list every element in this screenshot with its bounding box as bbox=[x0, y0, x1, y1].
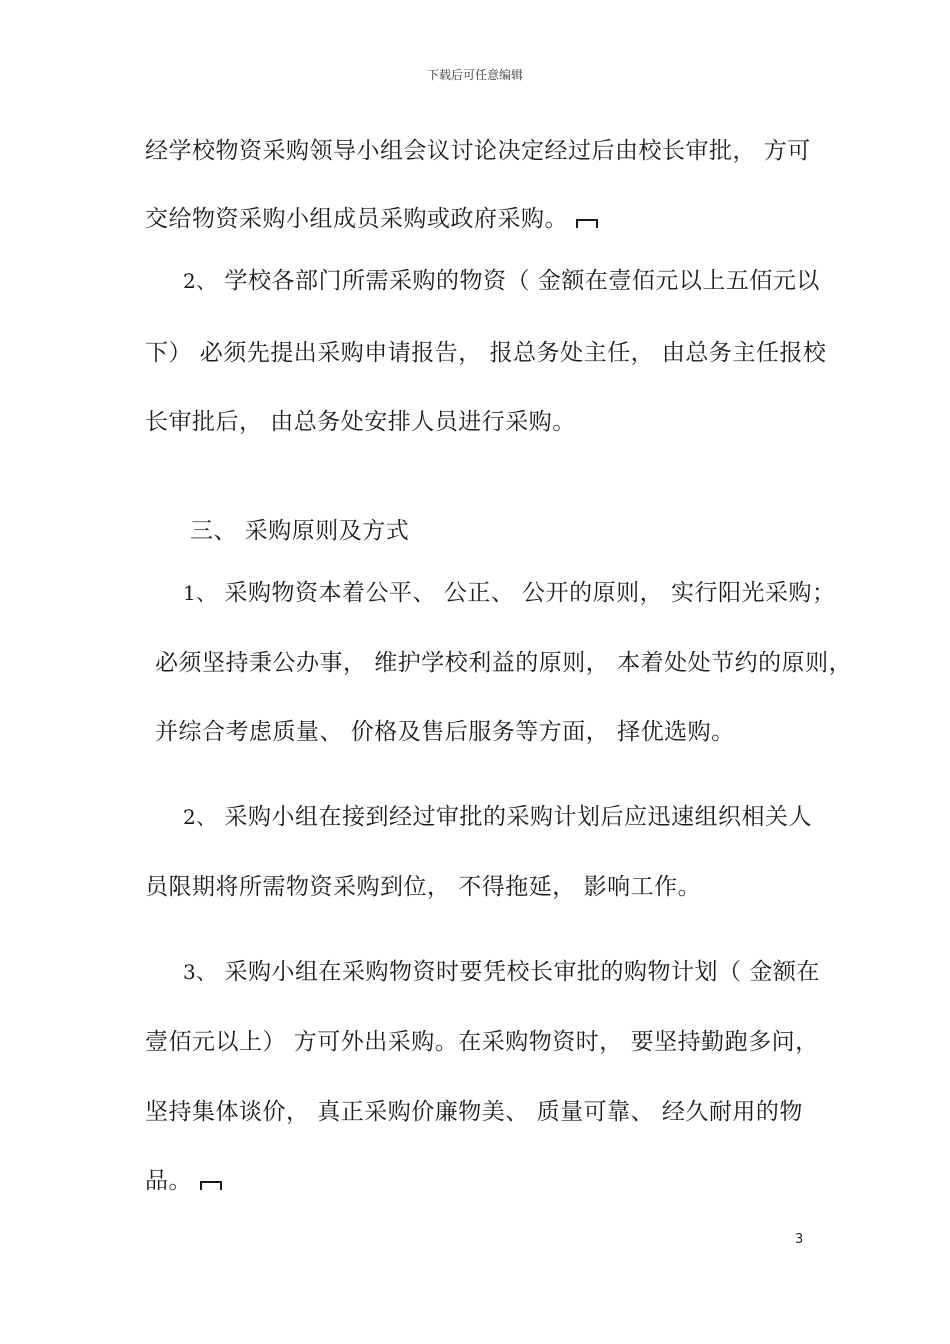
text-line-12: 3、 采购小组在采购物资时要凭校长审批的购物计划（ 金额在 bbox=[183, 959, 820, 985]
text-line-7: 1、 采购物资本着公平、 公正、 公开的原则， 实行阳光采购； bbox=[183, 580, 836, 606]
item-number: 2、 bbox=[183, 805, 217, 829]
text-line-1: 经学校物资采购领导小组会议讨论决定经过后由校长审批， 方可 bbox=[145, 138, 811, 164]
page-number: 3 bbox=[795, 1232, 804, 1247]
text-line-14: 坚持集体谈价， 真正采购价廉物美、 质量可靠、 经久耐用的物 bbox=[145, 1099, 803, 1125]
item-number: 2、 bbox=[183, 269, 217, 293]
text-line-4: 下） 必须先提出采购申请报告， 报总务处主任， 由总务主任报校 bbox=[145, 340, 827, 366]
text-line-5: 长审批后， 由总务处安排人员进行采购。 bbox=[145, 409, 576, 435]
paragraph-mark-icon bbox=[576, 219, 598, 228]
paragraph-mark-icon bbox=[200, 1181, 222, 1190]
page-header: 下载后可任意编辑 bbox=[426, 68, 523, 82]
text-line-8: 必须坚持秉公办事， 维护学校利益的原则， 本着处处节约的原则， bbox=[155, 650, 853, 676]
text-line-11: 员限期将所需物资采购到位， 不得拖延， 影响工作。 bbox=[145, 874, 702, 900]
text-line-3: 2、 学校各部门所需采购的物资（ 金额在壹佰元以上五佰元以 bbox=[183, 268, 820, 294]
text-line-10: 2、 采购小组在接到经过审批的采购计划后应迅速组织相关人 bbox=[183, 804, 813, 830]
text-line-2: 交给物资采购小组成员采购或政府采购。 bbox=[145, 204, 598, 234]
text-line-15: 品。 bbox=[145, 1166, 222, 1196]
text-line-13: 壹佰元以上） 方可外出采购。在采购物资时， 要坚持勤跑多问， bbox=[145, 1029, 819, 1055]
section-heading: 三、 采购原则及方式 bbox=[190, 518, 410, 544]
item-number: 3、 bbox=[183, 960, 217, 984]
item-number: 1、 bbox=[183, 581, 217, 605]
text-line-9: 并综合考虑质量、 价格及售后服务等方面， 择优选购。 bbox=[155, 719, 735, 745]
